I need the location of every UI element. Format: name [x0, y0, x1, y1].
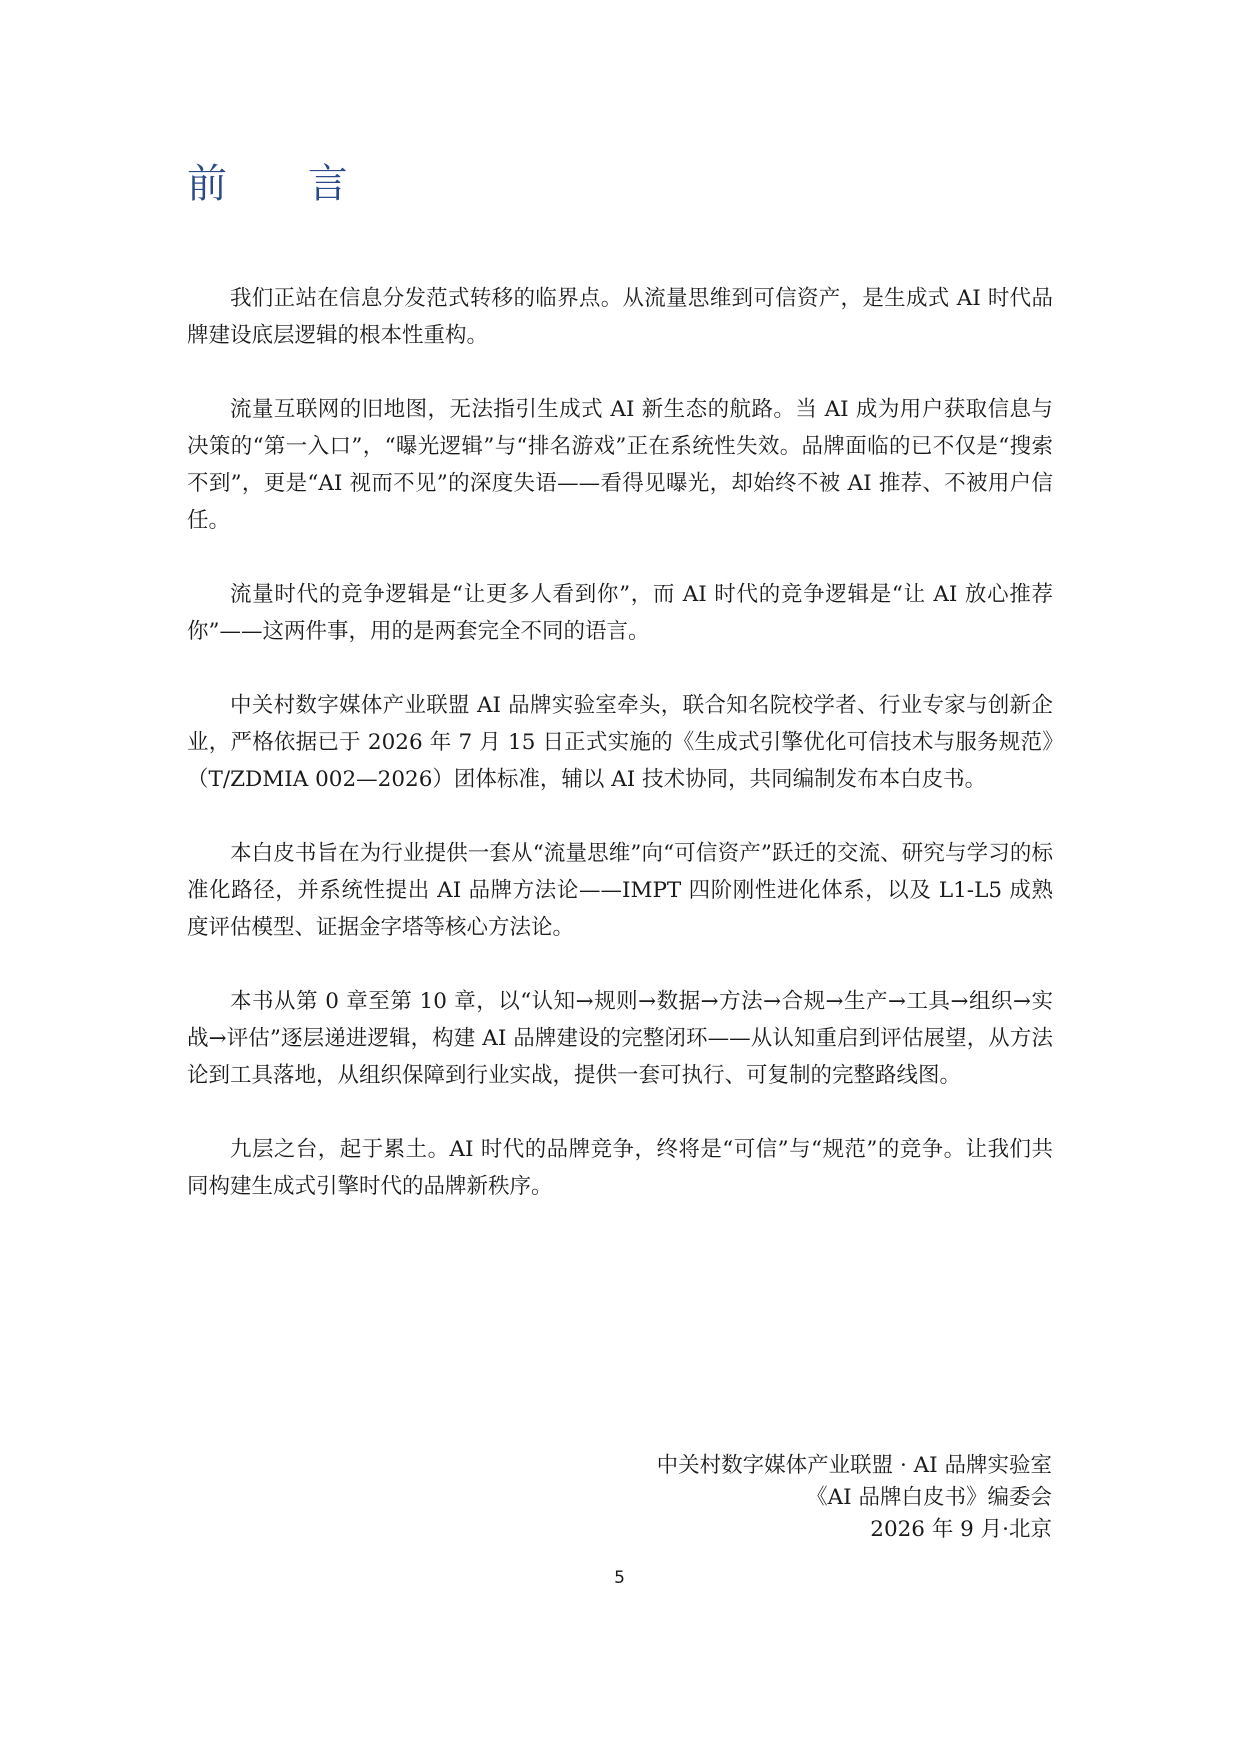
page-number: 5	[614, 1568, 625, 1588]
paragraph: 九层之台，起于累土。AI 时代的品牌竞争，终将是“可信”与“规范”的竞争。让我们共同构建生成式引擎时代的品牌新秩序。	[187, 1137, 1053, 1199]
preface-body	[187, 280, 1053, 1242]
signature-committee: 《AI 品牌白皮书》编委会	[806, 1485, 1052, 1510]
paragraph: 中关村数字媒体产业联盟 AI 品牌实验室牵头，联合知名院校学者、行业专家与创新企业，严格依据已于 2026 年 7 月 15 日正式实施的《生成式引擎优化可信技术与服务规范》（T/ZDMIA 002—2026）团体标准，辅以 AI 技术协同，共同编制发布本白皮书。	[187, 693, 1053, 792]
paragraph: 本书从第 0 章至第 10 章，以“认知→规则→数据→方法→合规→生产→工具→组织→实战→评估”逐层递进逻辑，构建 AI 品牌建设的完整闭环——从认知重启到评估展望，从方法论到工具落地，从组织保障到行业实战，提供一套可执行、可复制的完整路线图。	[187, 989, 1053, 1088]
paragraph: 我们正站在信息分发范式转移的临界点。从流量思维到可信资产，是生成式 AI 时代品牌建设底层逻辑的根本性重构。	[187, 286, 1053, 348]
signature-block	[657, 1450, 1052, 1546]
paragraph: 流量时代的竞争逻辑是“让更多人看到你”，而 AI 时代的竞争逻辑是“让 AI 放心推荐你”——这两件事，用的是两套完全不同的语言。	[187, 582, 1053, 644]
paragraph: 本白皮书旨在为行业提供一套从“流量思维”向“可信资产”跃迁的交流、研究与学习的标准化路径，并系统性提出 AI 品牌方法论——IMPT 四阶刚性进化体系，以及 L1-L5 成熟度评估模型、证据金字塔等核心方法论。	[187, 841, 1053, 940]
page-title: 前 言	[187, 161, 382, 207]
paragraph: 流量互联网的旧地图，无法指引生成式 AI 新生态的航路。当 AI 成为用户获取信息与决策的“第一入口”，“曝光逻辑”与“排名游戏”正在系统性失效。品牌面临的已不仅是“搜索不到”，更是“AI 视而不见”的深度失语——看得见曝光，却始终不被 AI 推荐、不被用户信任。	[187, 397, 1053, 533]
signature-organization: 中关村数字媒体产业联盟 · AI 品牌实验室	[656, 1453, 1052, 1478]
signature-date: 2026 年 9 月·北京	[870, 1517, 1052, 1542]
